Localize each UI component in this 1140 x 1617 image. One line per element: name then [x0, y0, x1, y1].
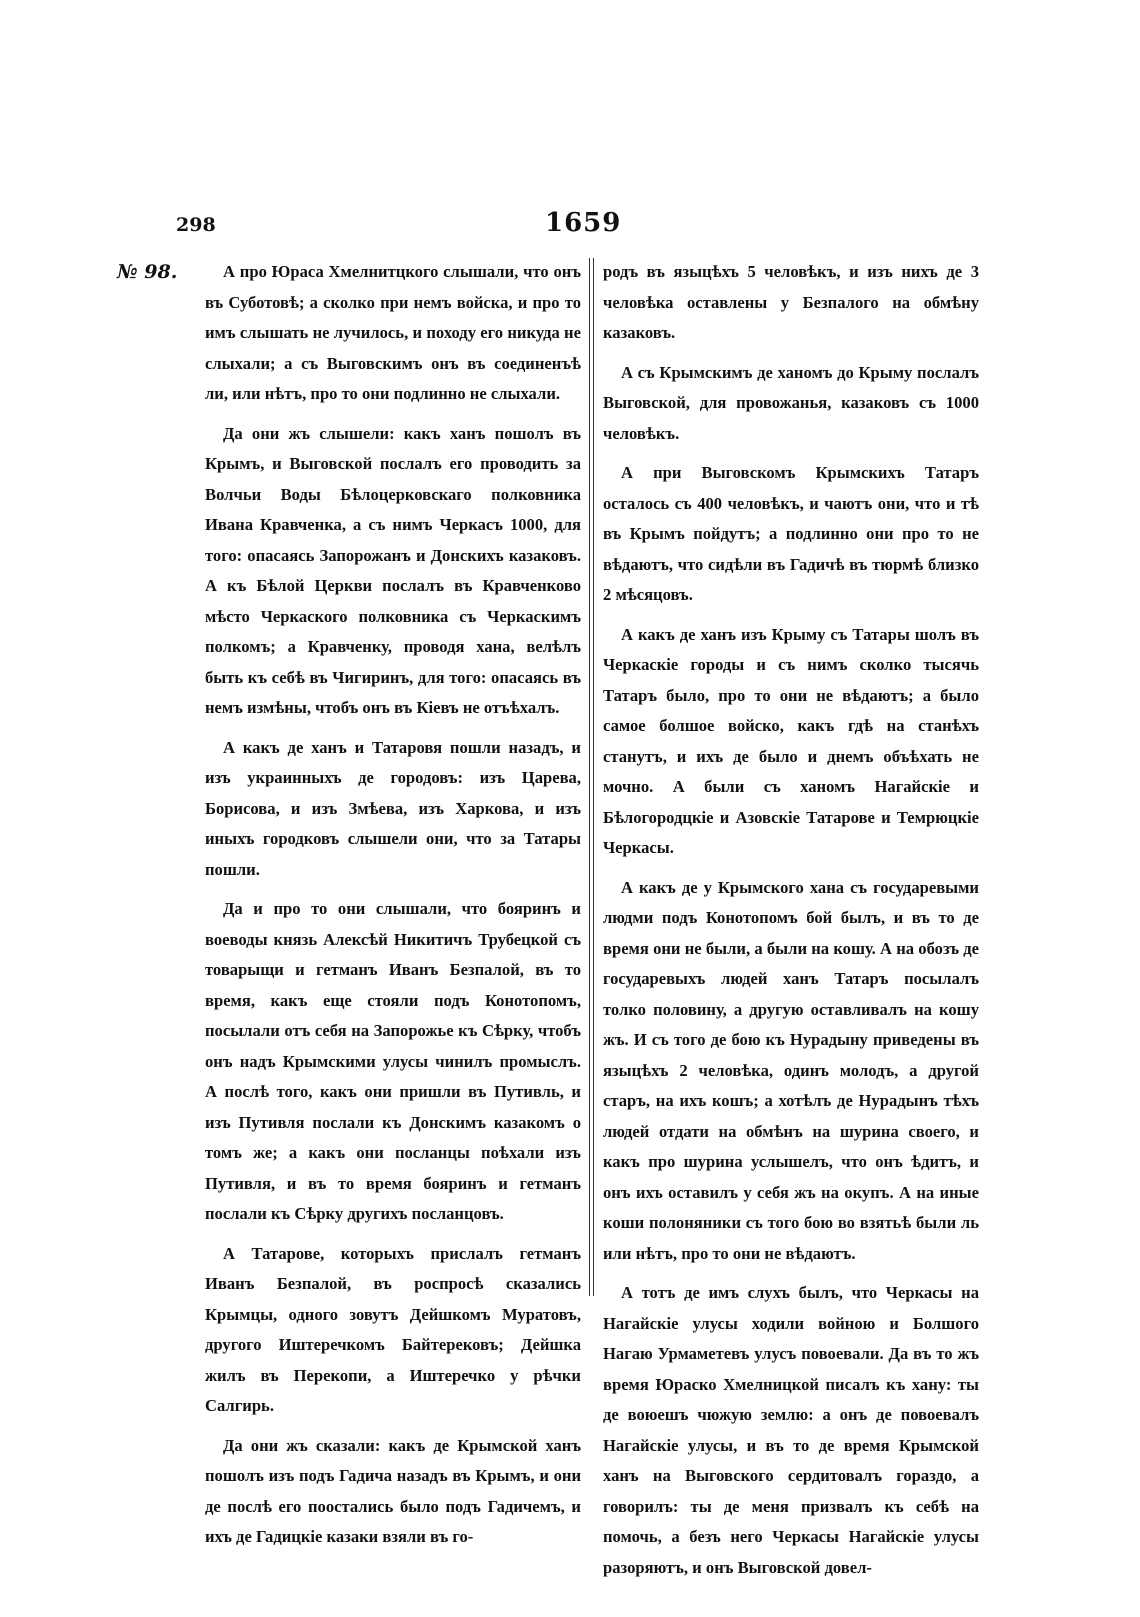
left-column [205, 257, 581, 1562]
paragraph: А Татарове, которыхъ прислалъ гетманъ Иванъ Безпалой, въ роспросѣ сказались Крымцы, одного зовутъ Дейшкомъ Муратовъ, другого Иштеречкомъ Байтерековъ; Дейшка жилъ въ Перекопи, а Иштеречко у рѣчки Салгирь. [205, 1243, 581, 1415]
year-heading: 1659 [545, 208, 622, 238]
right-column [603, 257, 979, 1592]
column-divider [593, 258, 594, 1296]
paragraph: А какъ де у Крымского хана съ государевыми людми подъ Конотопомъ бой былъ, и въ то де время они не были, а были на кошу. А на обозъ де государевыхъ людей ханъ Татаръ посылалъ толко половину, а другую оставливалъ на кошу жъ. И съ того де бою къ Нурадыну приведены въ языцѣхъ 2 человѣка, одинъ молодъ, а другой старъ, на ихъ кошъ; а хотѣлъ де Нурадынъ тѣхъ людей отдати на обмѣнъ на шурина своего, и какъ про шурина услышелъ, что онъ ѣдитъ, и онъ ихъ оставилъ у себя жъ на окупъ. А на иные коши полоняники съ того бою во взятьѣ были ль или нѣтъ, про то они не вѣдаютъ. [603, 877, 979, 1263]
document-number: № 98. [117, 261, 178, 283]
paragraph: А какъ де ханъ и Татаровя пошли назадъ, и изъ украинныхъ де городовъ: изъ Царева, Борисова, и изъ Змѣева, изъ Харкова, и изъ иныхъ городковъ слышели они, что за Татары пошли. [205, 737, 581, 879]
paragraph: родъ въ языцѣхъ 5 человѣкъ, и изъ нихъ де 3 человѣка оставлены у Безпалого на обмѣну казаковъ. [603, 262, 979, 342]
paragraph: А при Выговскомъ Крымскихъ Татаръ осталось съ 400 человѣкъ, и чаютъ они, что и тѣ въ Крымъ пойдутъ; а подлинно они про то не вѣдаютъ, что сидѣли въ Гадичѣ въ тюрмѣ близко 2 мѣсяцовъ. [603, 463, 979, 604]
paragraph: А тотъ де имъ слухъ былъ, что Черкасы на Нагайскіе улусы ходили войною и Болшого Нагаю Урмаметевъ улусъ повоевали. Да въ то жъ время Юраско Хмелницкой писалъ къ хану: ты де воюешъ чюжую землю: а онъ де повоевалъ Нагайскіе улусы, и въ то де время Крымской ханъ на Выговского сердитовалъ гораздо, а говорилъ: ты де меня призвалъ къ себѣ на помочь, а безъ него Черкасы Нагайскіе улусы разоряютъ, и онъ Выговской довел- [603, 1283, 979, 1577]
paragraph: А какъ де ханъ изъ Крыму съ Татары шолъ въ Черкаскіе городы и съ нимъ сколко тысячь Татаръ было, про то они не вѣдаютъ; а было самое болшое войско, какъ гдѣ на станѣхъ станутъ, и ихъ де было и днемъ объѣхать не мочно. А были съ ханомъ Нагайскіе и Бѣлогородцкіе и Азовскіе Татарове и Темрюцкіе Черкасы. [603, 624, 979, 857]
paragraph: А съ Крымскимъ де ханомъ до Крыму послалъ Выговской, для провожанья, казаковъ съ 1000 человѣкъ. [603, 362, 979, 443]
page-number: 298 [176, 214, 216, 236]
paragraph: Да они жъ сказали: какъ де Крымской ханъ пошолъ изъ подъ Гадича назадъ въ Крымъ, и они де послѣ его поостались было подъ Гадичемъ, и ихъ де Гадицкіе казаки взяли въ го- [205, 1435, 581, 1546]
paragraph: Да они жъ слышели: какъ ханъ пошолъ въ Крымъ, и Выговской послалъ его проводить за Волчьи Воды Бѣлоцерковскаго полковника Ивана Кравченка, а съ нимъ Черкасъ 1000, для того: опасаясь Запорожанъ и Донскихъ казаковъ. А къ Бѣлой Церкви послалъ въ Кравченково мѣсто Черкаского полковника съ Черкаскимъ полкомъ; а Кравченку, проводя хана, велѣлъ быть къ себѣ въ Чигиринъ, для того: опасаясь въ немъ измѣны, чтобъ онъ въ Кіевъ не отъѣхалъ. [205, 423, 581, 717]
paragraph: А про Юраса Хмелнитцкого слышали, что онъ въ Суботовѣ; а сколко при немъ войска, и про то имъ слышать не лучилось, и походу его никуда не слыхали; а съ Выговскимъ онъ въ соединенъѣ ли, или нѣтъ, про то они подлинно не слыхали. [205, 262, 581, 403]
paragraph: Да и про то они слышали, что бояринъ и воеводы князь Алексѣй Никитичъ Трубецкой съ товарыщи и гетманъ Иванъ Безпалой, въ то время, какъ еще стояли подъ Конотопомъ, посылали отъ себя на Запорожье къ Сѣрку, чтобъ онъ надъ Крымскими улусы чинилъ промыслъ. А послѣ того, какъ они пришли въ Путивль, и изъ Путивля послали къ Донскимъ казакомъ о томъ же; а какъ они посланцы поѣхали изъ Путивля, и въ то время бояринъ и гетманъ послали къ Сѣрку другихъ посланцовъ. [205, 899, 581, 1223]
column-divider [589, 258, 590, 1296]
